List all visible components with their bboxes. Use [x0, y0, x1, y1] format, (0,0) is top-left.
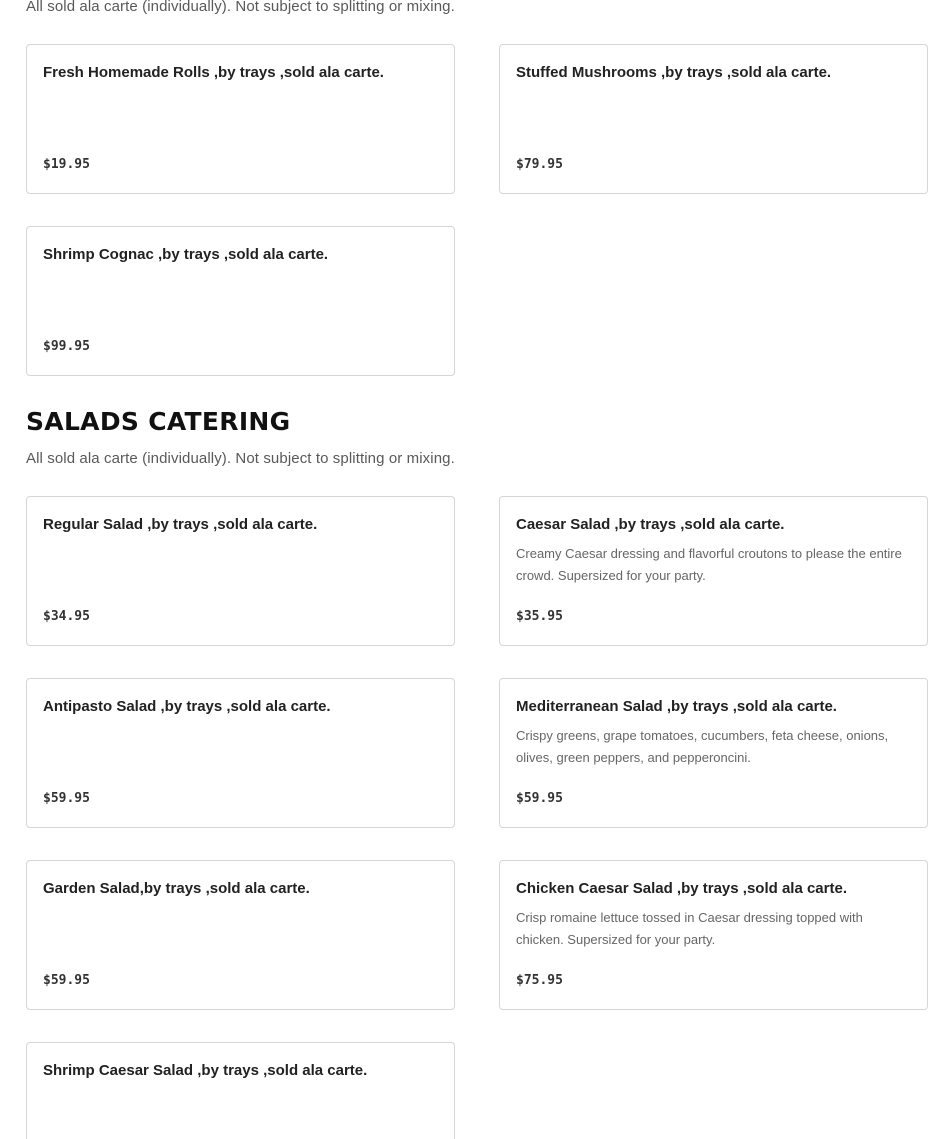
menu-item-card[interactable] [26, 860, 455, 1010]
menu-item-price: $59.95 [43, 791, 90, 806]
menu-item-price: $99.95 [43, 339, 90, 354]
menu-item-card[interactable] [499, 44, 928, 194]
menu-item-card[interactable] [26, 496, 455, 646]
menu-item-price: $79.95 [516, 157, 563, 172]
salads-section-title: SALADS CATERING [26, 407, 291, 436]
menu-item-card[interactable] [499, 860, 928, 1010]
menu-item-name: Shrimp Caesar Salad ,by trays ,sold ala carte. [43, 1062, 368, 1079]
menu-item-description: Crisp romaine lettuce tossed in Caesar dressing topped with chicken. Supersized for your party. [516, 910, 863, 947]
menu-item-name: Mediterranean Salad ,by trays ,sold ala carte. [516, 698, 837, 715]
menu-item-name: Fresh Homemade Rolls ,by trays ,sold ala carte. [43, 64, 384, 81]
menu-item-price: $75.95 [516, 973, 563, 988]
salads-section-note: All sold ala carte (individually). Not subject to splitting or mixing. [26, 450, 455, 467]
menu-item-price: $59.95 [516, 791, 563, 806]
appetizers-section-note: All sold ala carte (individually). Not subject to splitting or mixing. [26, 0, 455, 15]
menu-item-name: Garden Salad,by trays ,sold ala carte. [43, 880, 310, 897]
menu-item-name: Chicken Caesar Salad ,by trays ,sold ala carte. [516, 880, 847, 897]
menu-item-description: Creamy Caesar dressing and flavorful croutons to please the entire crowd. Supersized for your party. [516, 546, 902, 583]
menu-item-card[interactable] [26, 1042, 455, 1139]
menu-item-price: $59.95 [43, 973, 90, 988]
menu-item-card[interactable] [26, 44, 455, 194]
menu-item-name: Stuffed Mushrooms ,by trays ,sold ala carte. [516, 64, 832, 81]
menu-item-price: $34.95 [43, 609, 90, 624]
menu-item-name: Regular Salad ,by trays ,sold ala carte. [43, 516, 318, 533]
menu-item-price: $35.95 [516, 609, 563, 624]
menu-item-card[interactable] [26, 226, 455, 376]
menu-item-name: Antipasto Salad ,by trays ,sold ala carte. [43, 698, 331, 715]
menu-item-price: $19.95 [43, 157, 90, 172]
menu-item-card[interactable] [499, 496, 928, 646]
menu-item-name: Shrimp Cognac ,by trays ,sold ala carte. [43, 246, 329, 263]
menu-item-name: Caesar Salad ,by trays ,sold ala carte. [516, 516, 785, 533]
menu-item-card[interactable] [26, 678, 455, 828]
menu-item-card[interactable] [499, 678, 928, 828]
menu-item-description: Crispy greens, grape tomatoes, cucumbers, feta cheese, onions, olives, green peppers, and pepperoncini. [516, 728, 889, 765]
